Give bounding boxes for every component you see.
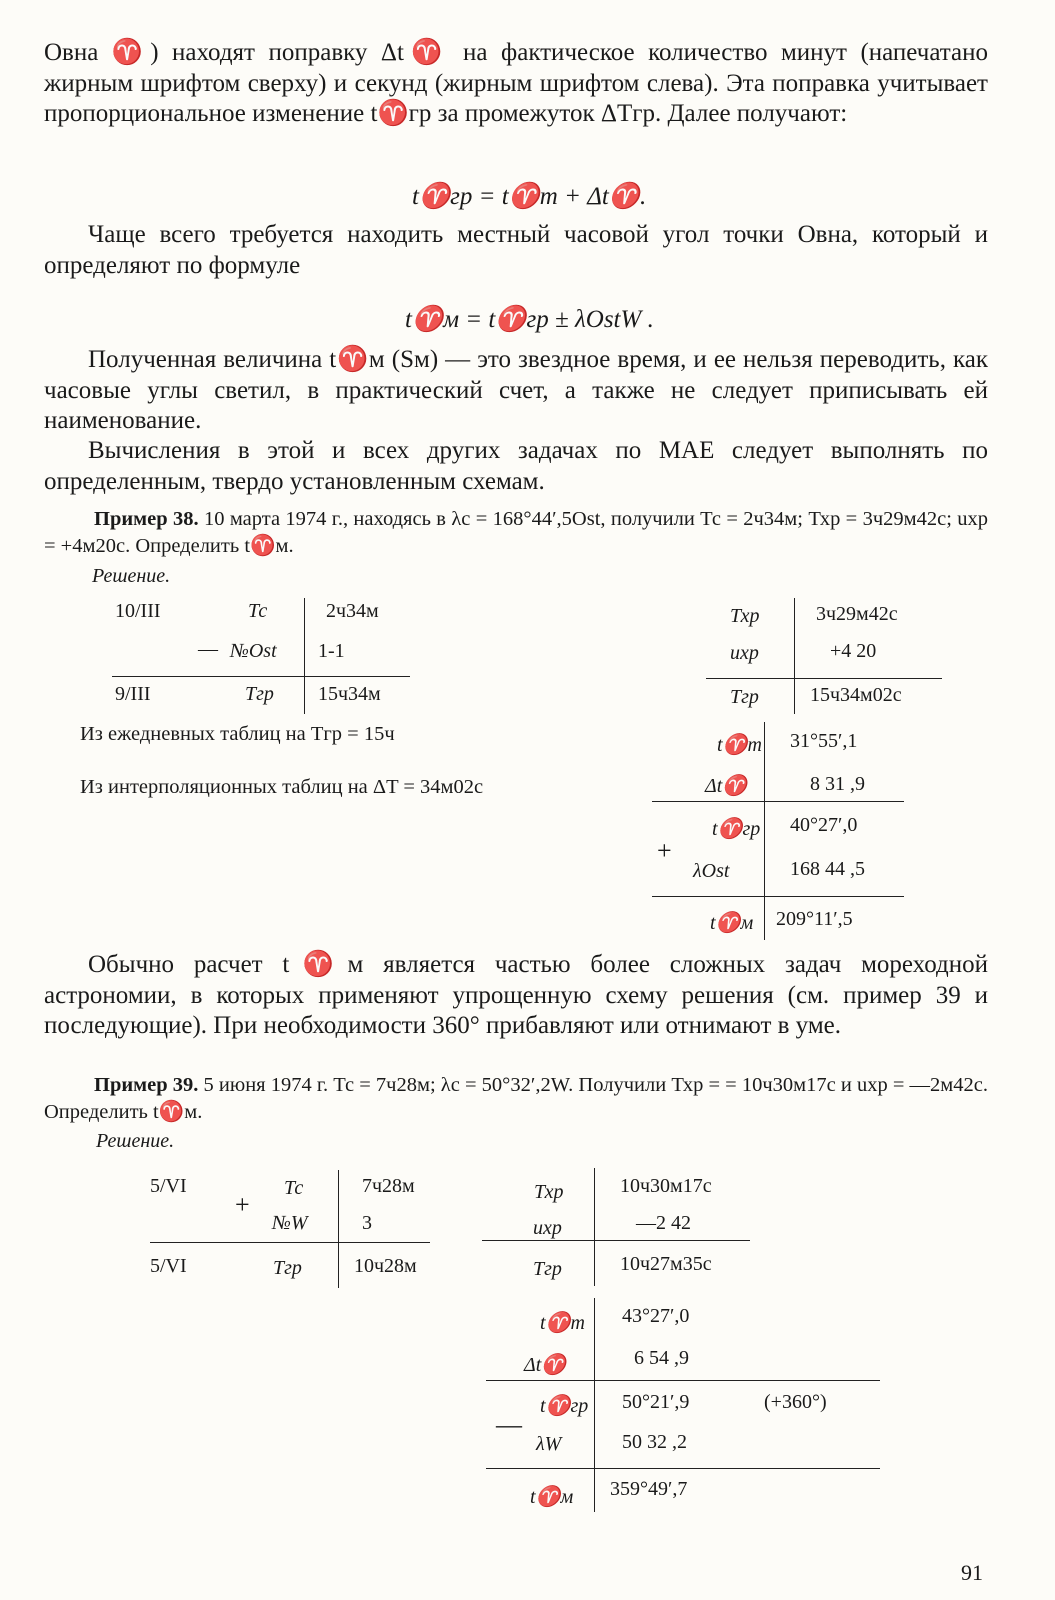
example-38-solution-label: Решение. <box>92 565 171 587</box>
paragraph-local-hour: Чаще всего требуется находить местный часовой угол точки Овна, который и определяют по формуле <box>44 221 988 279</box>
example-39-label: Пример 39. <box>94 1074 199 1096</box>
ex38-left-r3-value: 15ч34м <box>318 683 381 705</box>
ex39-left-r3-date: 5/VI <box>150 1255 187 1277</box>
ex39-calc-r5-value: 359°49′,7 <box>610 1478 688 1500</box>
page-number: 91 <box>961 1560 983 1585</box>
ex38-left-r2-sign: — <box>198 638 218 660</box>
ex38-right-r2-label: uхр <box>730 642 759 664</box>
ex39-calc-r2-value: 6 54 ,9 <box>634 1347 689 1369</box>
ex39-calc-r1-value: 43°27′,0 <box>622 1305 690 1327</box>
ex39-calc-r4-label: λW <box>536 1433 562 1455</box>
ex38-calc-hline-2 <box>652 896 904 897</box>
ex39-calc-hline-2 <box>486 1468 880 1469</box>
ex39-right-r1-label: Тхр <box>534 1181 564 1203</box>
ex39-left-hline <box>150 1242 430 1243</box>
ex39-right-r3-label: Тгр <box>533 1258 562 1280</box>
ex38-right-r3-value: 15ч34м02с <box>810 684 902 706</box>
ex39-right-r3-value: 10ч27м35с <box>620 1253 712 1275</box>
ex39-right-r2-value: —2 42 <box>636 1212 691 1234</box>
example-39-text: 5 июня 1974 г. Тс = 7ч28м; λс = 50°32′,2W. Получили Тхр = = 10ч30м17с и uхр = —2м42с. Определить t♈м. <box>44 1074 989 1123</box>
example-39-statement <box>44 1072 988 1126</box>
ex38-note-interp-tables: Из интерполяционных таблиц на ΔT = 34м02с <box>80 776 484 798</box>
paragraph-intro: Овна ♈) находят поправку Δt♈ на фактическое количество минут (напечатано жирным шрифтом сверху) и секунд (жирным шрифтом слева). Эта поправка учитывает пропорциональное изменение t♈гр за промежуток ΔTгр. Далее получают: <box>44 39 988 127</box>
ex38-calc-r4-label: λOst <box>693 860 730 882</box>
ex38-left-r2-value: 1-1 <box>318 640 345 662</box>
ex39-calc-r5-label: t♈м <box>530 1486 574 1508</box>
paragraph-sidereal: Полученная величина t♈м (Sм) — это звездное время, и ее нельзя переводить, как часовые углы светил, в практический счет, а также не следует приписывать ей наименование. <box>44 346 988 434</box>
ex38-left-r1-date: 10/III <box>115 600 161 622</box>
ex38-right-r1-value: 3ч29м42с <box>816 603 898 625</box>
ex39-left-r2-label: №W <box>272 1212 308 1234</box>
ex38-left-r3-date: 9/III <box>115 683 151 705</box>
ex39-left-r2-value: 3 <box>362 1212 372 1234</box>
ex38-calc-r4-value: 168 44 ,5 <box>790 858 865 880</box>
ex38-calc-r1-value: 31°55′,1 <box>790 730 858 752</box>
ex39-left-r1-date: 5/VI <box>150 1175 187 1197</box>
ex39-calc-minus-sign: — <box>496 1410 522 1439</box>
ex38-right-hline <box>706 678 942 679</box>
ex38-calc-r2-value: 8 31 ,9 <box>810 773 865 795</box>
example-38-text: 10 марта 1974 г., находясь в λс = 168°44′,5Оst, получили Тс = 2ч34м; Тхр = 3ч29м42с; uхр = +4м20с. Определить t♈м. <box>44 508 989 557</box>
example-39-solution-label: Решение. <box>96 1130 175 1152</box>
ex39-right-r1-value: 10ч30м17с <box>620 1175 712 1197</box>
example-38-statement <box>44 506 988 560</box>
ex39-calc-hline-1 <box>486 1380 880 1381</box>
ex38-calc-vline <box>764 722 765 940</box>
ex39-calc-r4-value: 50 32 ,2 <box>622 1431 687 1453</box>
formula-t-m: t♈м = t♈гр ± λOstW . <box>405 306 654 333</box>
ex38-left-vline <box>304 598 305 714</box>
ex39-calc-r3-note: (+360°) <box>764 1391 827 1413</box>
ex38-left-r1-value: 2ч34м <box>326 600 379 622</box>
ex39-left-r3-value: 10ч28м <box>354 1255 417 1277</box>
ex38-left-hline <box>112 676 410 677</box>
ex38-right-vline <box>794 598 795 714</box>
ex39-left-vline <box>338 1170 339 1288</box>
ex38-calc-r5-label: t♈м <box>710 912 754 934</box>
ex39-calc-r3-label: t♈гр <box>540 1395 589 1417</box>
ex38-left-r2-label: №Ost <box>230 640 277 662</box>
ex38-calc-plus-sign: + <box>657 836 672 865</box>
ex38-left-r1-label: Тс <box>248 600 268 622</box>
paragraph-calc-schemes: Вычисления в этой и всех других задачах по МАЕ следует выполнять по определенным, твердо установленным схемам. <box>44 437 988 495</box>
ex38-right-r2-value: +4 20 <box>830 640 877 662</box>
ex39-left-r1-label: Тс <box>284 1177 304 1199</box>
formula-t-gr: t♈гр = t♈т + Δt♈. <box>412 183 647 210</box>
ex39-left-r1-value: 7ч28м <box>362 1175 415 1197</box>
ex38-calc-r2-label: Δt♈ <box>705 775 748 797</box>
paragraph-usual-calc: Обычно расчет t♈м является частью более сложных задач мореходной астрономии, в которых применяют упрощенную схему решения (см. пример 39 и последующие). При необходимости 360° прибавляют или отнимают в уме. <box>44 951 988 1039</box>
ex39-left-r3-label: Тгр <box>273 1257 302 1279</box>
ex39-calc-vline <box>594 1298 595 1512</box>
ex38-calc-r5-value: 209°11′,5 <box>776 908 853 930</box>
ex39-calc-r1-label: t♈т <box>540 1312 585 1334</box>
ex38-left-r3-label: Тгр <box>245 683 274 705</box>
ex38-calc-r1-label: t♈т <box>717 734 762 756</box>
ex38-note-daily-tables: Из ежедневных таблиц на Тгр = 15ч <box>80 723 395 745</box>
ex39-right-r2-label: uхр <box>533 1217 562 1239</box>
ex38-calc-hline-1 <box>652 801 904 802</box>
ex39-right-hline <box>482 1240 750 1241</box>
ex39-calc-r3-value: 50°21′,9 <box>622 1391 690 1413</box>
ex38-right-r1-label: Тхр <box>730 605 760 627</box>
ex39-calc-r2-label: Δt♈ <box>524 1354 567 1376</box>
ex38-calc-r3-label: t♈гр <box>712 818 761 840</box>
example-38-label: Пример 38. <box>94 508 199 530</box>
ex39-left-plus-sign: + <box>235 1190 250 1219</box>
ex39-right-vline <box>594 1168 595 1286</box>
ex38-calc-r3-value: 40°27′,0 <box>790 814 858 836</box>
ex38-right-r3-label: Тгр <box>730 686 759 708</box>
